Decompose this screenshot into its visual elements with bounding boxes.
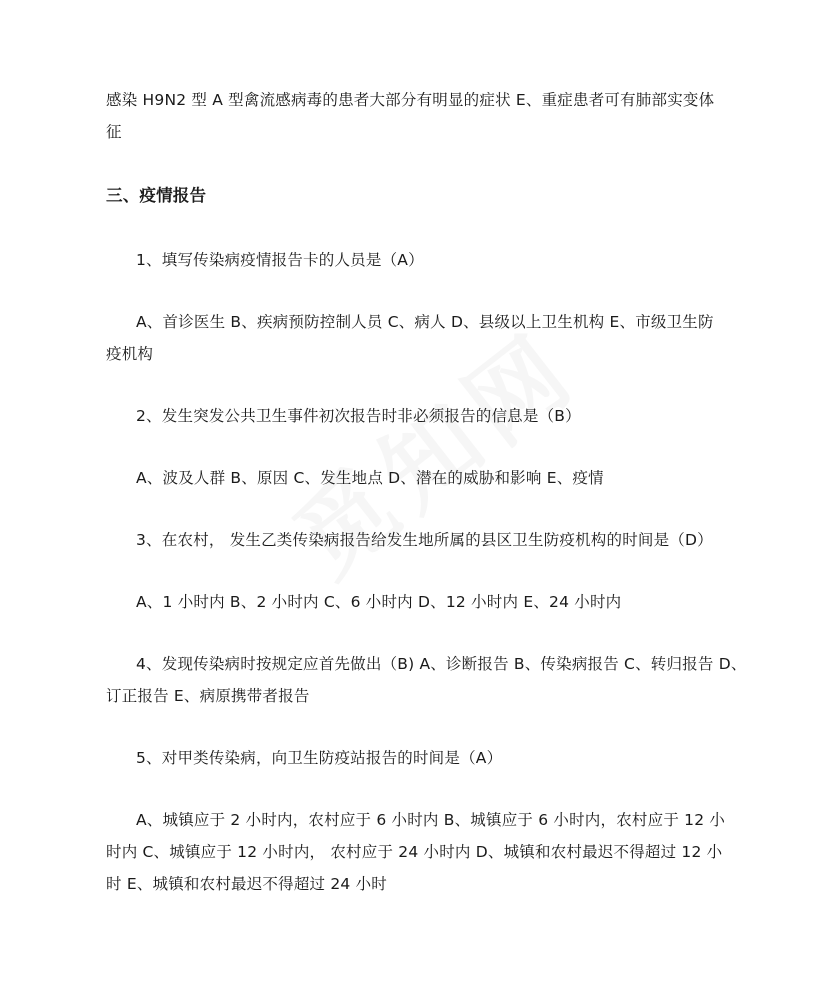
paragraph-line: 征	[106, 123, 122, 141]
question-5-options-continued: 时内 C、城镇应于 12 小时内， 农村应于 24 小时内 D、城镇和农村最迟不得超过 12 小	[106, 843, 723, 861]
question-1-options-continued: 疫机构	[106, 345, 154, 363]
question-2-options: A、波及人群 B、原因 C、发生地点 D、潜在的威胁和影响 E、疫情	[136, 469, 604, 487]
question-1-options: A、首诊医生 B、疾病预防控制人员 C、病人 D、县级以上卫生机构 E、市级卫生防	[136, 313, 714, 331]
question-4-continued: 订正报告 E、病原携带者报告	[106, 687, 310, 705]
question-4: 4、发现传染病时按规定应首先做出（B) A、诊断报告 B、传染病报告 C、转归报告 D、	[136, 655, 747, 673]
question-3: 3、在农村， 发生乙类传染病报告给发生地所属的县区卫生防疫机构的时间是（D）	[136, 531, 713, 549]
question-2: 2、发生突发公共卫生事件初次报告时非必须报告的信息是（B）	[136, 407, 581, 425]
question-1: 1、填写传染病疫情报告卡的人员是（A）	[136, 251, 424, 269]
paragraph-line: 感染 H9N2 型 A 型禽流感病毒的患者大部分有明显的症状 E、重症患者可有肺部实变体	[106, 91, 715, 109]
question-5: 5、对甲类传染病，向卫生防疫站报告的时间是（A）	[136, 749, 503, 767]
question-5-options-continued: 时 E、城镇和农村最迟不得超过 24 小时	[106, 875, 387, 893]
question-5-options: A、城镇应于 2 小时内，农村应于 6 小时内 B、城镇应于 6 小时内，农村应于 12 小	[136, 811, 726, 829]
question-3-options: A、1 小时内 B、2 小时内 C、6 小时内 D、12 小时内 E、24 小时内	[136, 593, 622, 611]
section-heading: 三、疫情报告	[106, 186, 207, 205]
